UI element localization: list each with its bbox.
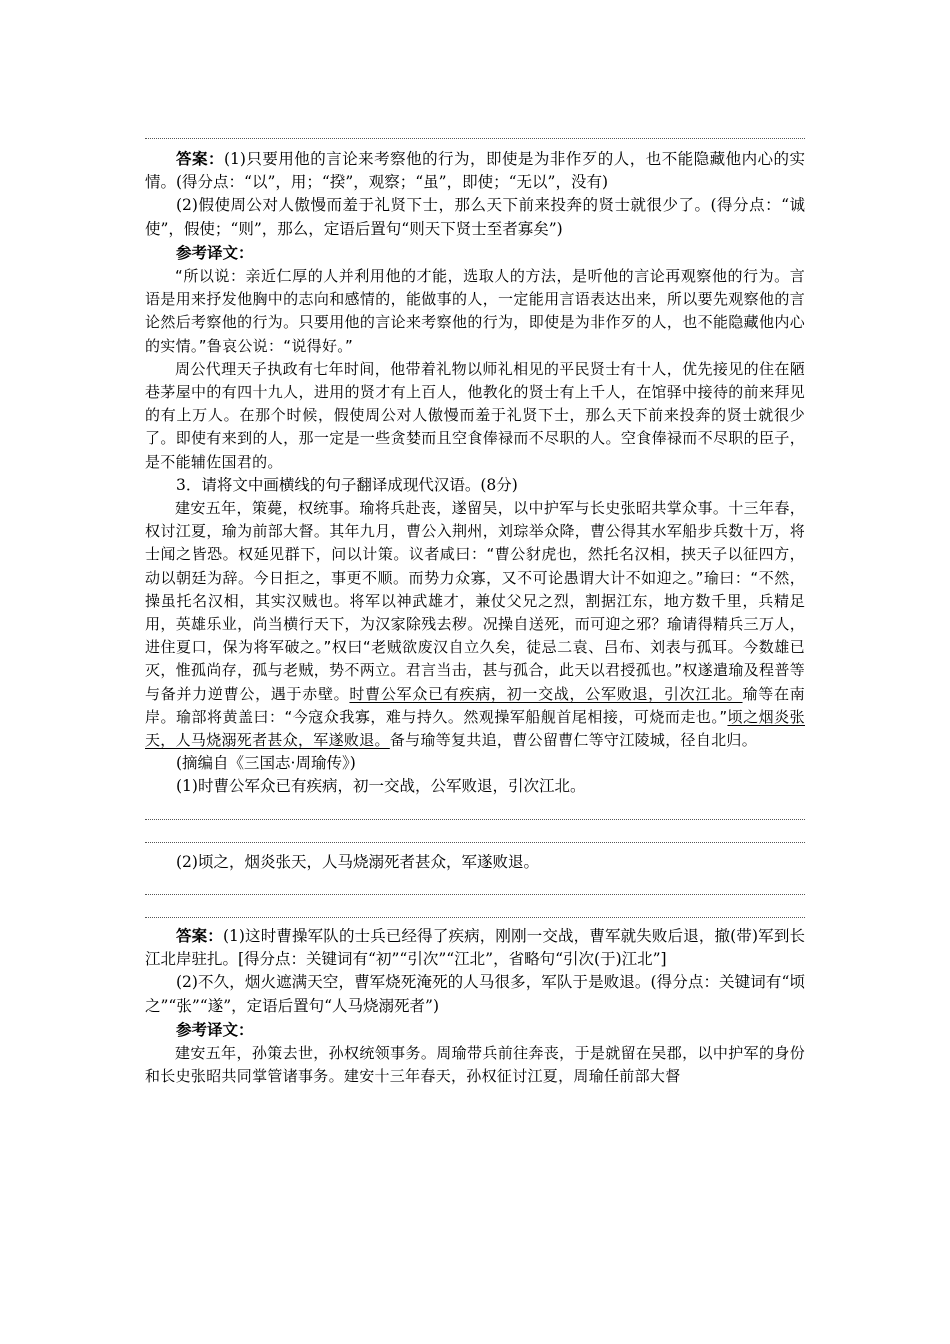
- translation-1-paragraph-1: “所以说：亲近仁厚的人并利用他的才能，选取人的方法，是听他的言论再观察他的行为。言语是用来抒发他胸中的志向和感情的，能做事的人，一定能用言语表达出来，所以要先观察他的言论然后考察他的行为。只要用他的言论来考察他的行为，即使是为非作歹的人，也不能隐藏他内心的实情。”鲁哀公说：“说得好。”: [145, 267, 805, 355]
- translation-1-paragraph-2: 周公代理天子执政有七年时间，他带着礼物以师礼相见的平民贤士有十人，优先接见的住在陋巷茅屋中的有四十九人，进用的贤才有上百人，他教化的贤士有上千人，在馆驿中接待的前来拜见的有上万人。在那个时候，假使周公对人傲慢而羞于礼贤下士，那么天下前来投奔的贤士就很少了。即使有来到的人，那一定是一些贪婪而且空食俸禄而不尽职的人。空食俸禄而不尽职的臣子，是不能辅佐国君的。: [145, 359, 805, 471]
- translation-label-3: 参考译文：: [176, 1019, 254, 1039]
- question-3-prompt: 3．请将文中画横线的句子翻译成现代汉语。(8分): [176, 475, 518, 494]
- answer-line-2a: [145, 894, 805, 895]
- question-3-passage: [145, 497, 805, 752]
- answer-line-1b: [145, 842, 805, 843]
- translation-label: 参考译文：: [176, 242, 254, 262]
- underlined-sentence-2: 顷之烟炎张天，人马烧溺死者甚众，军遂败退。: [145, 707, 805, 750]
- answer-1-paragraph-2: (2)假使周公对人傲慢而羞于礼贤下士，那么天下前来投奔的贤士就很少了。(得分点：“诚使”，假使；“则”，那么，定语后置句“则天下贤士至者寡矣”): [145, 196, 805, 238]
- top-divider: [145, 138, 805, 139]
- answer-3-paragraph-2: (2)不久，烟火遮满天空，曹军烧死淹死的人马很多，军队于是败退。(得分点：关键词有“顷之”“张”“遂”，定语后置句“人马烧溺死者”): [145, 973, 805, 1015]
- document-content: [145, 138, 805, 1088]
- underlined-sentence-1: 时曹公军众已有疾病，初一交战，公军败退，引次江北。: [349, 684, 743, 703]
- passage-part-c: 备与瑜等复共追，曹公留曹仁等守江陵城，径自北归。: [389, 731, 758, 750]
- answer-3-text-1: (1)这时曹操军队的士兵已经得了疾病，刚刚一交战，曹军就失败后退，撤(带)军到长江北岸驻扎。[得分点：关键词有“初”“引次”“江北”，省略句“引次(于)江北”]: [145, 926, 805, 969]
- passage-part-a: 建安五年，策薨，权统事。瑜将兵赴丧，遂留吴，以中护军与长史张昭共掌众事。十三年春，权讨江夏，瑜为前部大督。其年九月，曹公入荆州，刘琮举众降，曹公得其水军船步兵数十万，将士闻之皆恐。权延见群下，问以计策。议者咸曰：“曹公豺虎也，然托名汉相，挟天子以征四方，动以朝廷为辞。今日拒之，事更不顺。而势力众寡，又不可论愚谓大计不如迎之。”瑜曰：“不然，操虽托名汉相，其实汉贼也。将军以神武雄才，兼仗父兄之烈，割据江东，地方数千里，兵精足用，英雄乐业，尚当横行天下，为汉家除残去秽。况操自送死，而可迎之邪？瑜请得精兵三万人，进住夏口，保为将军破之。”权曰“老贼欲废汉自立久矣，徒忌二袁、吕布、刘表与孤耳。今数雄已灭，惟孤尚存，孤与老贼，势不两立。君言当击，甚与孤合，此天以君授孤也。”权遂遣瑜及程普等与备并力逆曹公，遇于赤壁。: [145, 499, 805, 703]
- translation-1-label-row: [145, 241, 805, 265]
- passage-part-b: 瑜等在南岸。瑜部将黄盖曰：“今寇众我寡，难与持久。然观操军船舰首尾相接，可烧而走也。”: [145, 684, 806, 726]
- answer-label: 答案：: [176, 149, 224, 168]
- answer-1-paragraph-1: [145, 147, 805, 194]
- question-3-item-1: (1)时曹公军众已有疾病，初一交战，公军败退，引次江北。: [176, 777, 586, 796]
- translation-3-label-row: [145, 1018, 805, 1042]
- answer-3-paragraph-1: [145, 924, 805, 971]
- answer-line-2b: [145, 917, 805, 918]
- answer-1-text-1: (1)只要用他的言论来考察他的行为，即使是为非作歹的人，也不能隐藏他内心的实情。(得分点：“以”，用；“揆”，观察；“虽”，即使；“无以”，没有): [145, 150, 805, 192]
- question-3-item-2: (2)顷之，烟炎张天，人马烧溺死者甚众，军遂败退。: [176, 852, 539, 871]
- passage-source: (摘编自《三国志·周瑜传》): [176, 754, 356, 773]
- answer-label-3: 答案：: [176, 925, 223, 945]
- translation-3-paragraph-1: 建安五年，孙策去世，孙权统领事务。周瑜带兵前往奔丧，于是就留在吴郡，以中护军的身份和长史张昭共同掌管诸事务。建安十三年春天，孙权征讨江夏，周瑜任前部大督: [145, 1043, 805, 1086]
- answer-line-1a: [145, 819, 805, 820]
